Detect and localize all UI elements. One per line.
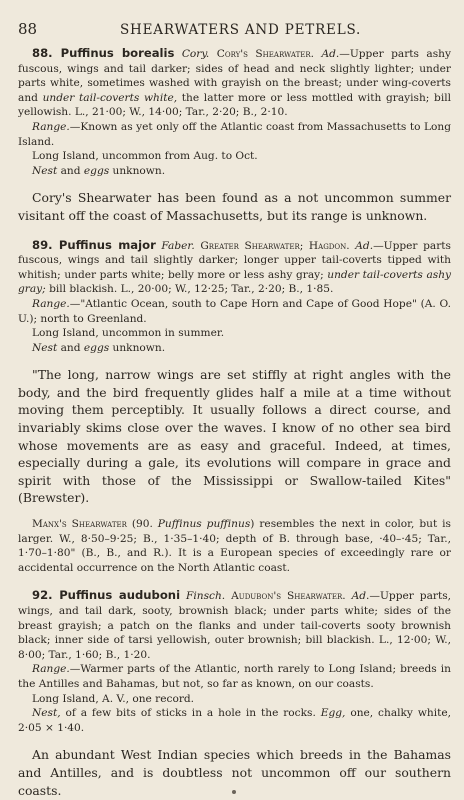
species-92-heading: 92. Puffinus auduboni	[32, 588, 181, 603]
species-92-description: 92. Puffinus auduboni Finsch. Audubon's Shearwater. Ad.—Upper parts, wings, and tail dark, sooty, brownish black; under parts white; sides of the breast grayish; a patch on the flanks and under tail-coverts sooty brownish black; inner side of tarsi yellowish, outer brownish; bill blackish. L., 12·00; W., 8·00; Tar., 1·60; B., 1·20.	[18, 588, 452, 661]
species-89-local: Long Island, uncommon in summer.	[32, 327, 225, 340]
running-title: SHEARWATERS AND PETRELS.	[120, 22, 362, 38]
species-88-description: 88. Puffinus borealis Cory. Cory's Shearwater. Ad.—Upper parts ashy fuscous, wings and tail darker; sides of head and neck slightly lighter; under parts white, sometimes washed with grayish on the breast; under wing-coverts and under tail-coverts white, the latter more or less mottled with grayish; bill yellowish. L., 21·00; W., 14·00; Tar., 2·20; B., 2·10.	[18, 46, 451, 119]
species-92-nest: Nest, of a few bits of sticks in a hole in the rocks. Egg, one, chalky white, 2·05 × 1·40.	[18, 707, 451, 734]
species-88-range: Range.—Known as yet only off the Atlantic coast from Massachusetts to Long Island.	[18, 120, 451, 148]
species-89-range: Range.—"Atlantic Ocean, south to Cape Horn and Cape of Good Hope" (A. O. U.); north to Greenland.	[18, 297, 451, 325]
species-92-range: Range.—Warmer parts of the Atlantic, north rarely to Long Island; breeds in the Antilles and Bahamas, but not, so far as known, on our coasts.	[18, 663, 451, 690]
species-89-description: 89. Puffinus major Faber. Greater Shearwater; Hagdon. Ad.—Upper parts fuscous, wings and tail slightly darker; longer upper tail-coverts tipped with whitish; under parts white; belly more or less ashy gray; under tail-coverts ashy gray; bill blackish. L., 20·00; W., 12·25; Tar., 2·20; B., 1·85.	[18, 237, 451, 296]
species-88-local: Long Island, uncommon from Aug. to Oct.	[32, 150, 258, 163]
species-89-nest: Nest and eggs unknown.	[32, 341, 166, 354]
print-mark	[232, 790, 236, 794]
manx-shearwater-note: Manx's Shearwater (90. Puffinus puffinus) resembles the next in color, but is larger. W., 8·50–9·25; B., 1·35–1·40; depth of B. through base, ·40–·45; Tar., 1·70–1·80" (B., B., and R.). It is a European species of exceedingly rare or accidental occurrence on the North Atlantic coast.	[18, 518, 451, 574]
page-number: 88	[18, 20, 38, 38]
species-88-remark: Cory's Shearwater has been found as a not uncommon summer visitant off the coast of Massachusetts, but its range is unknown.	[18, 190, 451, 223]
species-92-local: Long Island, A. V., one record.	[32, 692, 195, 705]
species-89-heading: 89. Puffinus major	[32, 237, 156, 252]
running-header	[18, 0, 451, 40]
species-88-heading: 88. Puffinus borealis	[32, 46, 175, 60]
species-88-nest: Nest and eggs unknown.	[32, 164, 166, 177]
species-89-remark: "The long, narrow wings are set stiffly at right angles with the body, and the bird frequently glides half a mile at a time without moving them perceptibly. It usually follows a direct course, and invariably skims close over the waves. I know of no other sea bird whose movements are as easy and graceful. Indeed, at times, especially during a gale, its evolutions will compare in grace and spirit with those of the Mississippi or Swallow-tailed Kites" (Brewster).	[18, 367, 451, 506]
species-92-remark: An abundant West Indian species which breeds in the Bahamas and Antilles, and is doubtless not uncommon off our southern coasts.	[18, 747, 451, 798]
